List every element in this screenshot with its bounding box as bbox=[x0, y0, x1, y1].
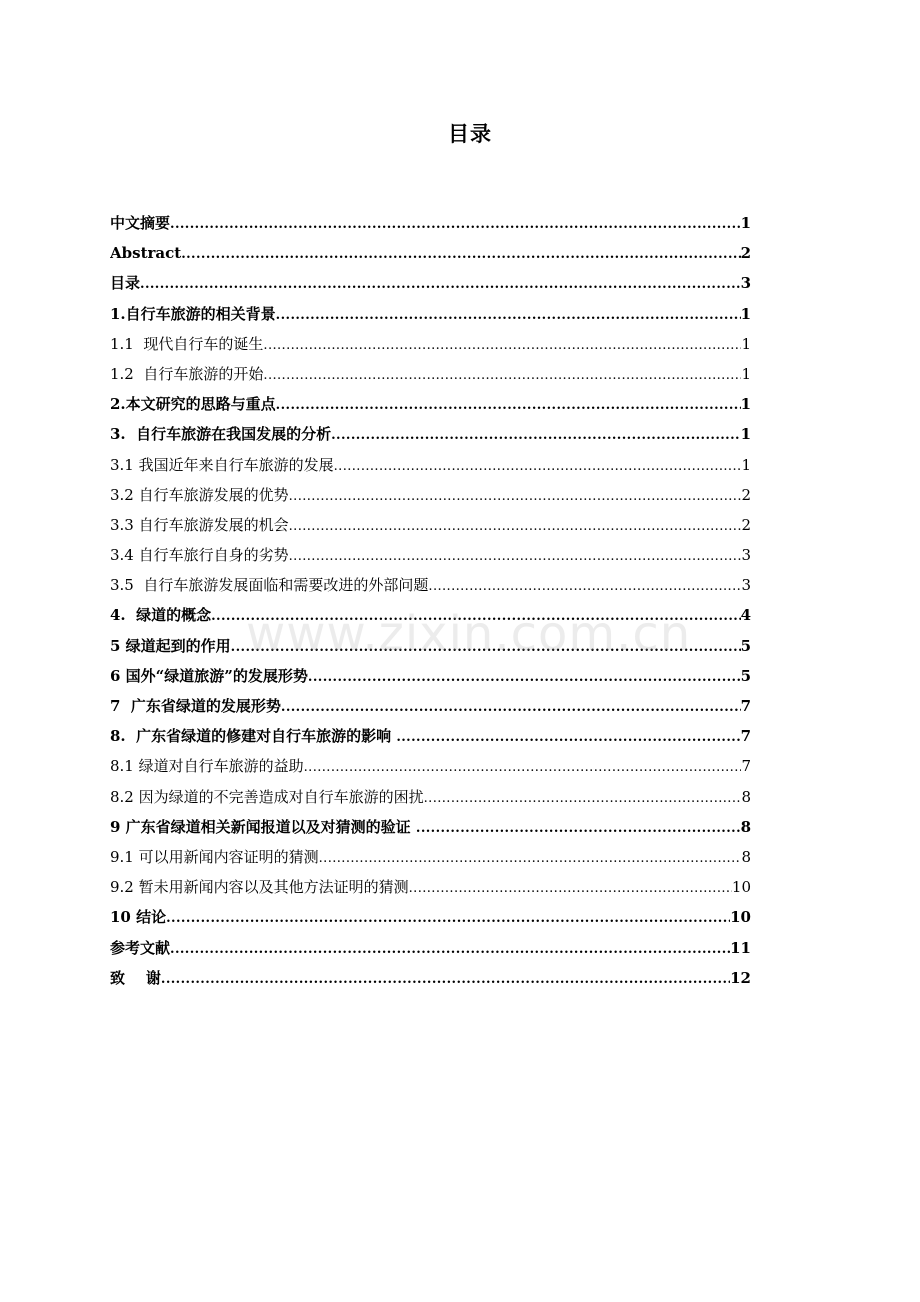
toc-entry-page-number: 4 bbox=[740, 606, 751, 625]
toc-entry[interactable] bbox=[110, 329, 751, 359]
toc-dot-leader bbox=[416, 814, 741, 842]
toc-entry[interactable] bbox=[110, 751, 751, 781]
toc-entry[interactable] bbox=[110, 419, 751, 449]
toc-dot-leader bbox=[289, 542, 742, 570]
toc-entry-page-number: 1 bbox=[740, 304, 751, 323]
toc-entry-page-number: 5 bbox=[740, 666, 751, 685]
toc-entry-label: 1.自行车旅游的相关背景 bbox=[110, 304, 276, 323]
toc-entry-page-number: 7 bbox=[740, 727, 751, 746]
toc-entry[interactable] bbox=[110, 359, 751, 389]
toc-entry-page-number: 3 bbox=[741, 546, 751, 565]
toc-entry-label: 9.2 暂未用新闻内容以及其他方法证明的猜测 bbox=[110, 878, 409, 897]
toc-entry-label: 3.2 自行车旅游发展的优势 bbox=[110, 485, 289, 504]
toc-entry[interactable] bbox=[110, 268, 751, 298]
toc-entry-label: 6 国外“绿道旅游”的发展形势 bbox=[110, 666, 308, 685]
toc-dot-leader bbox=[289, 482, 742, 510]
toc-dot-leader bbox=[304, 753, 742, 781]
toc-entry-label: 3. 自行车旅游在我国发展的分析 bbox=[110, 425, 332, 444]
toc-entry-page-number: 3 bbox=[740, 274, 751, 293]
toc-entry-page-number: 8 bbox=[741, 847, 751, 866]
toc-entry-page-number: 8 bbox=[740, 817, 751, 836]
toc-dot-leader bbox=[231, 633, 741, 661]
toc-entry-page-number: 12 bbox=[730, 968, 751, 987]
toc-dot-leader bbox=[308, 663, 741, 691]
toc-entry[interactable] bbox=[110, 299, 751, 329]
toc-dot-leader bbox=[428, 572, 741, 600]
toc-entry-page-number: 2 bbox=[741, 485, 751, 504]
toc-entry-label: 目录 bbox=[110, 274, 141, 293]
toc-entry-page-number: 10 bbox=[731, 878, 751, 897]
toc-entry-page-number: 1 bbox=[741, 334, 751, 353]
toc-entry[interactable] bbox=[110, 480, 751, 510]
table-of-contents bbox=[110, 208, 751, 993]
toc-entry-label: 10 结论 bbox=[110, 908, 167, 927]
toc-entry-label: 5 绿道起到的作用 bbox=[110, 636, 231, 655]
toc-entry-label: 2.本文研究的思路与重点 bbox=[110, 395, 276, 414]
toc-entry[interactable] bbox=[110, 631, 751, 661]
toc-entry[interactable] bbox=[110, 510, 751, 540]
page-title: 目录 bbox=[448, 121, 492, 146]
toc-dot-leader bbox=[319, 844, 742, 872]
toc-entry[interactable] bbox=[110, 570, 751, 600]
toc-entry[interactable] bbox=[110, 782, 751, 812]
toc-entry-label: 3.4 自行车旅行自身的劣势 bbox=[110, 546, 289, 565]
toc-entry-label: 1.1 现代自行车的诞生 bbox=[110, 334, 264, 353]
toc-entry[interactable] bbox=[110, 691, 751, 721]
toc-dot-leader bbox=[263, 361, 741, 389]
toc-dot-leader bbox=[170, 210, 741, 238]
toc-entry-label: 8. 广东省绿道的修建对自行车旅游的影响 bbox=[110, 727, 397, 746]
toc-entry[interactable] bbox=[110, 389, 751, 419]
toc-entry[interactable] bbox=[110, 902, 751, 932]
toc-entry-label: 8.1 绿道对自行车旅游的益助 bbox=[110, 757, 304, 776]
toc-entry[interactable] bbox=[110, 872, 751, 902]
toc-entry-page-number: 5 bbox=[740, 636, 751, 655]
toc-entry[interactable] bbox=[110, 842, 751, 872]
toc-entry-label: 3.5 自行车旅游发展面临和需要改进的外部问题 bbox=[110, 576, 429, 595]
toc-entry[interactable] bbox=[110, 450, 751, 480]
toc-entry-label: 8.2 因为绿道的不完善造成对自行车旅游的困扰 bbox=[110, 787, 424, 806]
toc-entry-page-number: 1 bbox=[740, 395, 751, 414]
toc-entry[interactable] bbox=[110, 812, 751, 842]
toc-entry-page-number: 1 bbox=[740, 214, 751, 232]
toc-entry[interactable] bbox=[110, 208, 751, 238]
toc-entry[interactable] bbox=[110, 933, 751, 963]
toc-entry-page-number: 11 bbox=[730, 938, 751, 957]
toc-dot-leader bbox=[289, 512, 742, 540]
toc-dot-leader bbox=[334, 452, 742, 480]
toc-entry-label: 9.1 可以用新闻内容证明的猜测 bbox=[110, 847, 319, 866]
toc-entry-page-number: 1 bbox=[740, 425, 751, 444]
toc-entry-page-number: 7 bbox=[740, 697, 751, 715]
toc-entry-page-number: 8 bbox=[741, 787, 751, 806]
toc-entry-page-number: 1 bbox=[741, 364, 751, 383]
toc-entry[interactable] bbox=[110, 963, 751, 993]
toc-entry-label: 中文摘要 bbox=[110, 214, 171, 232]
toc-dot-leader bbox=[170, 935, 730, 963]
toc-entry-label: 致 谢 bbox=[110, 968, 161, 987]
toc-dot-leader bbox=[409, 874, 732, 902]
toc-dot-leader bbox=[331, 421, 740, 449]
toc-dot-leader bbox=[281, 693, 741, 721]
toc-entry[interactable] bbox=[110, 600, 751, 630]
toc-dot-leader bbox=[424, 784, 742, 812]
toc-entry[interactable] bbox=[110, 540, 751, 570]
toc-dot-leader bbox=[276, 391, 741, 419]
toc-entry-label: Abstract bbox=[110, 244, 182, 263]
toc-entry-page-number: 2 bbox=[741, 515, 751, 534]
toc-dot-leader bbox=[140, 270, 741, 298]
toc-dot-leader bbox=[396, 723, 740, 751]
toc-dot-leader bbox=[211, 602, 740, 630]
toc-dot-leader bbox=[276, 301, 741, 329]
toc-entry-page-number: 2 bbox=[740, 244, 751, 263]
watermark: www.zixin.com.cn bbox=[246, 606, 692, 662]
toc-entry-label: 4. 绿道的概念 bbox=[110, 606, 212, 625]
toc-dot-leader bbox=[181, 240, 740, 268]
toc-entry-label: 3.3 自行车旅游发展的机会 bbox=[110, 515, 289, 534]
toc-entry-label: 7 广东省绿道的发展形势 bbox=[110, 697, 281, 715]
toc-dot-leader bbox=[166, 904, 730, 932]
toc-entry-label: 3.1 我国近年来自行车旅游的发展 bbox=[110, 455, 334, 474]
toc-entry-page-number: 3 bbox=[741, 576, 751, 595]
toc-entry[interactable] bbox=[110, 721, 751, 751]
toc-entry-label: 参考文献 bbox=[110, 938, 171, 957]
toc-dot-leader bbox=[263, 331, 741, 359]
toc-entry-page-number: 7 bbox=[741, 757, 751, 776]
toc-entry-page-number: 1 bbox=[741, 455, 751, 474]
toc-dot-leader bbox=[161, 965, 730, 993]
toc-entry-page-number: 10 bbox=[730, 908, 751, 927]
toc-entry-label: 1.2 自行车旅游的开始 bbox=[110, 364, 264, 383]
toc-entry[interactable] bbox=[110, 238, 751, 268]
toc-entry-label: 9 广东省绿道相关新闻报道以及对猜测的验证 bbox=[110, 817, 416, 836]
toc-entry[interactable] bbox=[110, 661, 751, 691]
